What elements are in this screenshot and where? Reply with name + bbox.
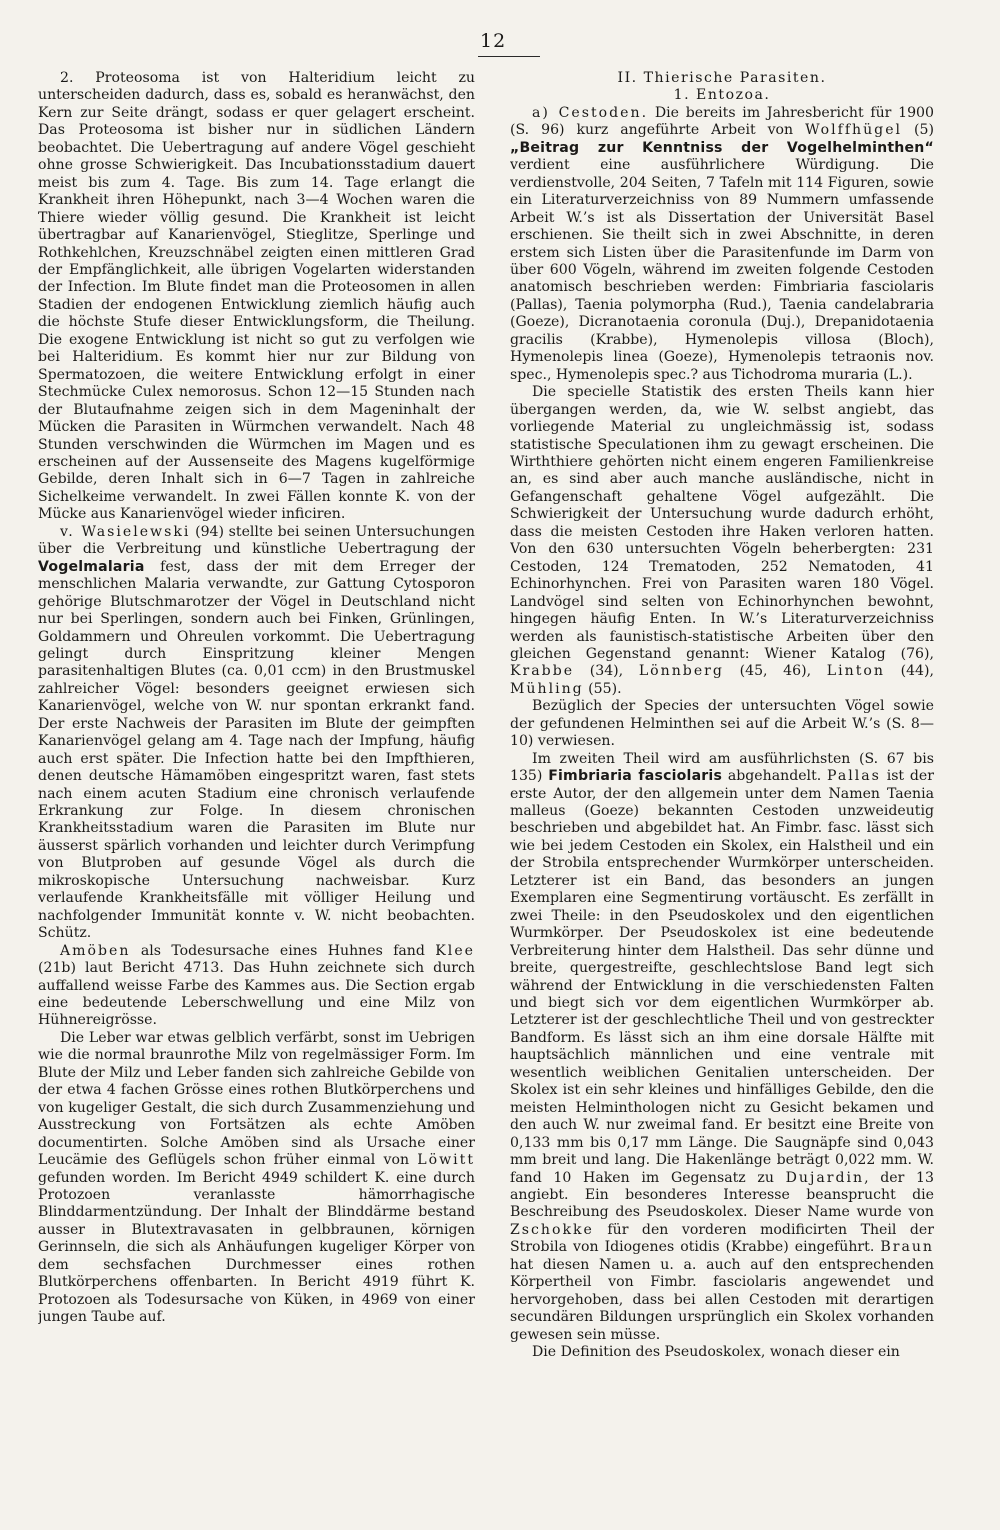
author-loennberg: Lönnberg: [638, 663, 724, 680]
paragraph-amoeben: Amöben als Todesursache eines Huhnes fand Klee (21b) laut Bericht 4713. Das Huhn zeichnete sich durch auffallend weisse Farbe des Kammes aus. Die Section ergab eine bedeutende Leberschwellung und eine Milz von Hühnereigrösse.: [38, 942, 475, 1029]
cestoden-lead: a) Cestoden.: [532, 104, 649, 121]
author-krabbe: Krabbe: [510, 663, 575, 680]
author-dujardin: Dujardin: [785, 1169, 865, 1186]
page-number: 12: [480, 30, 507, 52]
paragraph-species: Bezüglich der Species der untersuchten Vögel sowie der gefundenen Helminthen sei auf die Arbeit W.’s (S. 8—10) verwiesen.: [510, 698, 934, 750]
work-title: „Beitrag zur Kenntniss der Vogelhelminthen“: [510, 139, 934, 156]
paragraph-statistik: Die specielle Statistik des ersten Theils kann hier übergangen werden, da, wie W. selbst angiebt, das vorliegende Material zu ungleichmässig ist, sodass statistische Speculationen ihm zu gewagt erscheinen. Die Wirththiere gehörten nicht einem engeren Familienkreise an, es sind aber auch manche ausländische, nicht in Gefangenschaft gehaltene Vögel aufgezählt. Die Schwierigkeit der Untersuchung wurde dadurch erhöht, dass die meisten Cestoden ihre Haken verloren hatten. Von den 630 untersuchten Vögeln beherbergten: 231 Cestoden, 124 Trematoden, 252 Nematoden, 41 Echinorhynchen. Frei von Parasiten waren 180 Vögel. Landvögel sind selten von Echinorhynchen bewohnt, hingegen häufig Enten. In W.’s Literaturverzeichniss werden als faunistisch-statistische Arbeiten über den gleichen Gegenstand genannt: Wiener Katalog (76), Krabbe (34), Lönnberg (45, 46), Linton (44), Mühling (55).: [510, 384, 934, 697]
page-number-rule: [478, 56, 540, 57]
paragraph-leber: Die Leber war etwas gelblich verfärbt, sonst im Uebrigen wie die normal braunrothe Milz von regelmässiger Form. Im Blute der Milz und Leber fanden sich zahlreiche Gebilde von der etwa 4 fachen Grösse eines rothen Blutkörperchens und von kugeliger Gestalt, die sich durch Zusammenziehung und Ausstreckung von Fortsätzen als echte Amöben documentirten. Solche Amöben sind als Ursache einer Leucämie des Geflügels schon früher einmal von Löwitt gefunden worden. Im Bericht 4949 schildert K. eine durch Protozoen veranlasste hämorrhagische Blinddarmentzündung. Der Inhalt der Blinddärme bestand ausser in Blutextravasaten in gelbbraunen, körnigen Gerinnseln, die sich als Anhäufungen kugeliger Körper von dem sechsfachen Durchmesser eines rothen Blutkörperchens offenbarten. In Bericht 4919 führt K. Protozoen als Todesursache von Küken, in 4969 von einer jungen Taube auf.: [38, 1029, 475, 1326]
author-pallas: Pallas: [827, 768, 881, 785]
author-loewitt: Löwitt: [417, 1152, 475, 1169]
author-muehling: Mühling: [510, 680, 584, 697]
paragraph-fimbriaria: Im zweiten Theil wird am ausführlichsten (S. 67 bis 135) Fimbriaria fasciolaris abgehandelt. Pallas ist der erste Autor, der den allgemein unter dem Namen Taenia malleus (Goeze) bekannten Cestoden unzweideutig beschrieben und abgebildet hat. An Fimbr. fasc. lässt sich wie bei jedem Cestoden ein Skolex, ein Halstheil und ein der Strobila entsprechender Wurmkörper unterscheiden. Letzterer ist ein Band, das besonders an jungen Exemplaren eine Segmentirung vortäuscht. Es zerfällt in zwei Theile: in den Pseudoskolex und den eigentlichen Wurmkörper. Der Pseudoskolex ist eine bedeutende Verbreiterung hinter dem Halstheil. Das sehr dünne und breite, quergestreifte, geschlechtslose Band legt sich während der Entwicklung in die verschiedensten Falten und biegt sich vor dem eigentlichen Wurmkörper ab. Letzterer ist der geschlechtliche Theil und von gestreckter Bandform. Es lässt sich an ihm eine dorsale Hälfte mit hauptsächlich männlichen und eine ventrale mit wesentlich weiblichen Genitalien unterscheiden. Der Skolex ist ein sehr kleines und hinfälliges Gebilde, den die meisten Helminthologen nicht zu Gesicht bekamen und den auch W. nur zweimal fand. Er besitzt eine Breite von 0,133 mm bis 0,17 mm Länge. Die Saugnäpfe sind 0,043 mm breit und lang. Die Hakenlänge beträgt 0,022 mm. W. fand 10 Haken im Gegensatz zu Dujardin, der 13 angiebt. Ein besonderes Interesse beansprucht die Beschreibung des Pseudoskolex. Dieser Name wurde von Zschokke für den vorderen modificirten Theil der Strobila von Idiogenes otidis (Krabbe) eingeführt. Braun hat diesen Namen u. a. auch auf den entsprechenden Körpertheil von Fimbr. fasciolaris angewendet und hervorgehoben, dass bei allen Cestoden mit derartigen secundären Bildungen ursprünglich ein Skolex vorhanden gewesen sein müsse.: [510, 750, 934, 1343]
author-wolffhuegel: Wolffhügel: [805, 122, 903, 139]
paragraph-definition: Die Definition des Pseudoskolex, wonach dieser ein: [532, 1344, 900, 1361]
section-heading: II. Thierische Parasiten.: [617, 70, 827, 86]
author-wasielewski: v. Wasielewski: [60, 523, 191, 540]
author-linton: Linton: [826, 663, 885, 680]
author-klee: Klee: [435, 942, 475, 959]
term-fimbriaria: Fimbriaria fasciolaris: [548, 768, 723, 785]
author-braun: Braun: [880, 1239, 934, 1256]
right-column: [510, 70, 934, 1500]
paragraph-vogelmalaria: v. Wasielewski (94) stellte bei seinen Untersuchungen über die Verbreitung und künstliche Uebertragung der Vogelmalaria fest, dass der mit dem Erreger der menschlichen Malaria verwandte, zur Gattung Cytosporon gehörige Blutschmarotzer der Vögel in Deutschland nicht nur bei Sperlingen, sondern auch bei Finken, Grünlingen, Goldammern und Ohreulen vorkommt. Die Uebertragung gelingt durch Einspritzung kleiner Mengen parasitenhaltigen Blutes (ca. 0,01 ccm) in den Brustmuskel zahlreicher Vögel: besonders geeignet erwiesen sich Kanarienvögel, welche von W. nur spontan erkrankt fand. Der erste Nachweis der Parasiten im Blute der geimpften Kanarienvögel gelang am 4. Tage nach der Impfung, häufig auch erst später. Die Infection hatte bei den Impfthieren, denen deutsche Hämamöben eingespritzt waren, fast stets nach einem acuten Stadium eine chronisch verlaufende Erkrankung zur Folge. In diesem chronischen Krankheitsstadium waren die Parasiten im Blute nur äusserst spärlich vorhanden und leichter durch Verimpfung von Blutproben auf gesunde Vögel als durch die mikroskopische Untersuchung nachweisbar. Kurz verlaufende Krankheitsfälle mit völliger Heilung und nachfolgender Immunität konnte v. W. nicht beobachten. Schütz.: [38, 523, 475, 942]
term-vogelmalaria: Vogelmalaria: [38, 558, 145, 575]
paragraph-cestoden: a) Cestoden. Die bereits im Jahresbericht für 1900 (S. 96) kurz angeführte Arbeit von Wolffhügel (5) „Beitrag zur Kenntniss der Vogelhelminthen“ verdient eine ausführlichere Würdigung. Die verdienstvolle, 204 Seiten, 7 Tafeln mit 114 Figuren, sowie ein Literaturverzeichniss von 89 Nummern umfassende Arbeit W.’s ist als Dissertation der Universität Basel erschienen. Sie theilt sich in zwei Abschnitte, in deren erstem sich Listen über die Parasitenfunde im Darm von über 600 Vögeln, während im zweiten folgende Cestoden anatomisch beschrieben werden: Fimbriaria fasciolaris (Pallas), Taenia polymorpha (Rud.), Taenia candelabraria (Goeze), Dicranotaenia coronula (Duj.), Drepanidotaenia gracilis (Krabbe), Hymenolepis villosa (Bloch), Hymenolepis linea (Goeze), Hymenolepis tetraonis nov. spec., Hymenolepis spec.? aus Tichodroma muraria (L.).: [510, 104, 934, 383]
author-zschokke: Zschokke: [510, 1221, 594, 1238]
term-amoeben: Amöben: [60, 942, 131, 959]
paragraph-proteosoma: 2. Proteosoma ist von Halteridium leicht zu unterscheiden dadurch, dass es, sobald es heranwächst, den Kern zur Seite drängt, sodass er quer gelagert erscheint. Das Proteosoma ist bisher nur in südlichen Ländern beobachtet. Die Uebertragung auf andere Vögel geschieht ohne grosse Schwierigkeit. Das Incubationsstadium dauert meist bis zum 4. Tage. Bis zum 14. Tage erlangt die Krankheit ihren Höhepunkt, nach 3—4 Wochen waren die Thiere wieder völlig gesund. Die Krankheit ist leicht übertragbar auf Kanarienvögel, Stieglitze, Sperlinge und Rothkehlchen, Kreuzschnäbel zeigten einen mittleren Grad der Empfänglichkeit, alle übrigen Vogelarten widerstanden der Infection. Im Blute findet man die Proteosomen in allen Stadien der endogenen Entwicklung ziemlich häufig auch die höchste Stufe dieser Entwicklungsform, die Theilung. Die exogene Entwicklung ist nicht so gut zu verfolgen wie bei Halteridium. Es kommt hier nur zur Bildung von Spermatozoen, die weitere Entwicklung erfolgt in einer Stechmücke Culex nemorosus. Schon 12—15 Stunden nach der Blutaufnahme zeigen sich in dem Mageninhalt der Mücken die Parasiten in Würmchen verwandelt. Nach 48 Stunden verschwinden die Würmchen im Magen und es erscheinen auf der Aussenseite des Magens kugelförmige Gebilde, deren Inhalt sich in 6—7 Tagen in zahlreiche Sichelkeime verwandelt. In zwei Fällen konnte K. von der Mücke aus Kanarienvögel wieder inficiren.: [38, 70, 475, 523]
left-column: [38, 70, 475, 1500]
subsection-heading: 1. Entozoa.: [673, 87, 771, 104]
